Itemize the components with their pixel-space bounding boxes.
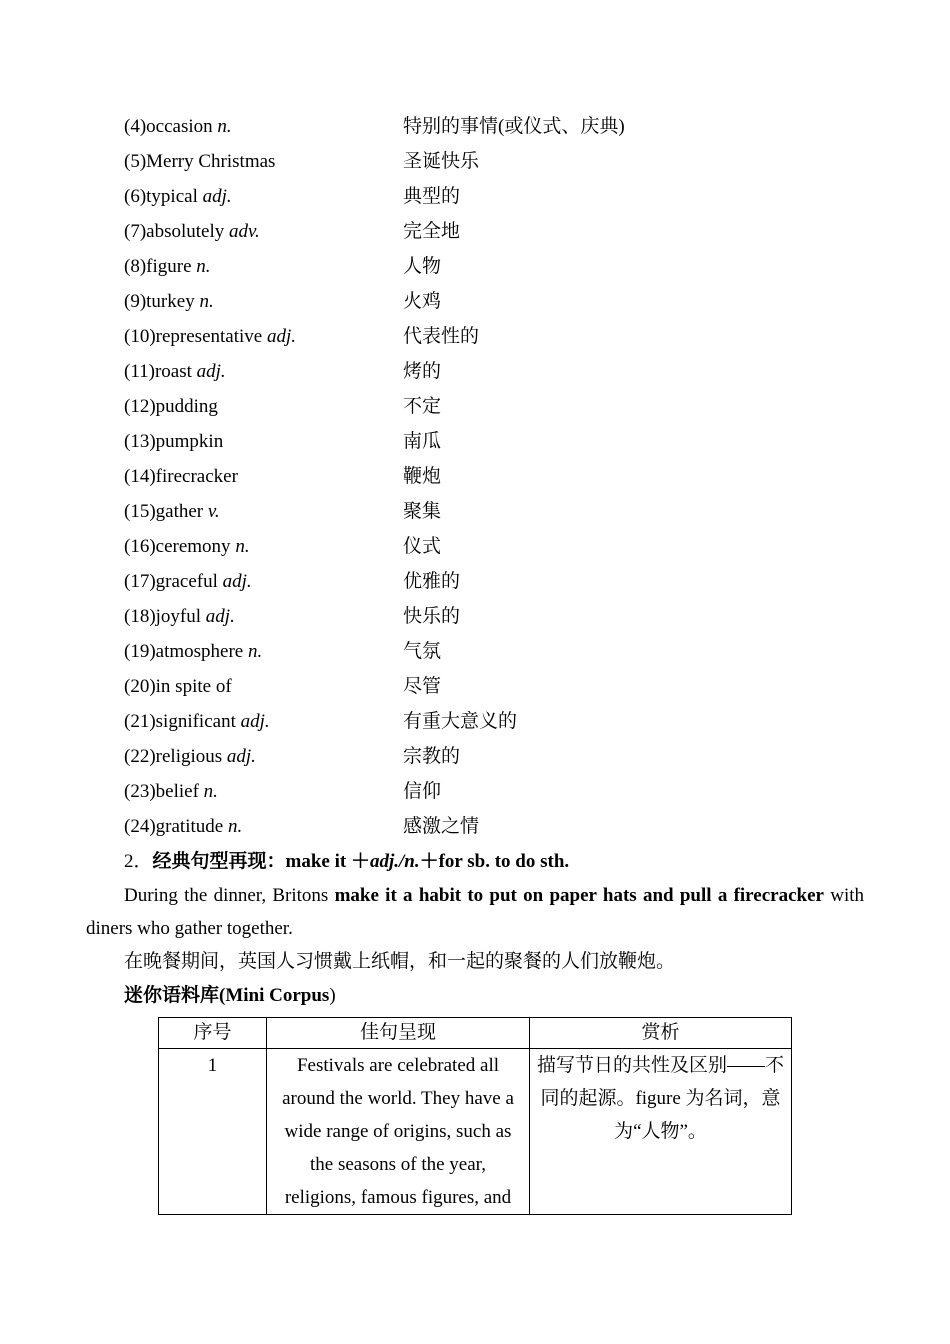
vocab-number: (21) <box>124 711 156 732</box>
vocab-number: (13) <box>124 431 156 452</box>
vocab-meaning: 典型的 <box>403 186 461 207</box>
vocab-meaning: 鞭炮 <box>403 466 442 487</box>
vocab-meaning: 不定 <box>403 396 442 417</box>
vocab-meaning: 快乐的 <box>403 606 461 627</box>
vocab-part-of-speech: adj. <box>202 186 232 207</box>
vocab-meaning: 火鸡 <box>403 291 442 312</box>
vocab-english <box>124 634 262 669</box>
vocab-number: (10) <box>124 326 156 347</box>
vocab-english <box>124 214 260 249</box>
vocab-number: (22) <box>124 746 156 767</box>
vocab-english <box>124 249 211 284</box>
vocab-meaning: 尽管 <box>403 676 442 697</box>
vocab-meaning: 特别的事情(或仪式、庆典) <box>403 116 625 137</box>
vocab-part-of-speech: adj. <box>226 746 256 767</box>
vocab-word: gratitude <box>155 816 224 837</box>
vocab-part-of-speech: adj. <box>266 326 296 347</box>
vocab-number: (8) <box>124 256 147 277</box>
corpus-title-end: ) <box>329 985 336 1006</box>
vocab-english <box>124 459 238 494</box>
vocab-part-of-speech: n. <box>217 116 232 137</box>
example-text: During the dinner, Britons <box>124 885 335 906</box>
example-sentence-line-1 <box>124 879 864 912</box>
row-number: 1 <box>159 1049 267 1215</box>
vocab-word: gather <box>155 501 204 522</box>
vocab-part-of-speech: n. <box>235 536 250 557</box>
vocab-word: significant <box>155 711 236 732</box>
vocab-english <box>124 809 242 844</box>
column-header-sentence: 佳句呈现 <box>267 1018 530 1049</box>
row-analysis: 描写节日的共性及区别——不同的起源。figure 为名词，意为“人物”。 <box>530 1049 792 1215</box>
vocab-word: pumpkin <box>155 431 224 452</box>
vocab-word: occasion <box>146 116 213 137</box>
vocab-part-of-speech: adj. <box>240 711 270 732</box>
corpus-title <box>124 979 336 1012</box>
vocab-meaning: 烤的 <box>403 361 442 382</box>
vocab-number: (24) <box>124 816 156 837</box>
vocab-english <box>124 774 218 809</box>
vocab-english <box>124 389 218 424</box>
vocab-number: (15) <box>124 501 156 522</box>
vocab-number: (11) <box>124 361 155 382</box>
pattern-part-italic: adj./n. <box>369 851 420 872</box>
vocab-part-of-speech: n. <box>227 816 243 837</box>
vocab-meaning: 优雅的 <box>403 571 461 592</box>
corpus-title-en: Mini Corpus <box>225 985 330 1006</box>
vocab-part-of-speech: adj. <box>205 606 235 627</box>
vocab-meaning: 人物 <box>403 256 442 277</box>
vocab-word: typical <box>146 186 198 207</box>
pattern-part: ＋for sb. to do sth. <box>419 851 570 872</box>
vocab-part-of-speech: n. <box>199 291 214 312</box>
vocab-english <box>124 424 223 459</box>
vocab-meaning: 圣诞快乐 <box>403 151 480 172</box>
vocab-english <box>124 529 250 564</box>
vocab-meaning: 聚集 <box>403 501 442 522</box>
column-header-number: 序号 <box>159 1018 267 1049</box>
example-sentence-line-2: diners who gather together. <box>86 918 293 939</box>
example-translation: 在晚餐期间，英国人习惯戴上纸帽，和一起的聚餐的人们放鞭炮。 <box>124 951 676 972</box>
vocab-word: figure <box>146 256 192 277</box>
vocab-meaning: 有重大意义的 <box>403 711 518 732</box>
vocab-english <box>124 179 232 214</box>
section-title: 经典句型再现： <box>152 851 286 872</box>
vocab-word: roast <box>154 361 192 382</box>
vocab-word: absolutely <box>146 221 225 242</box>
vocab-english <box>124 354 226 389</box>
vocab-number: (6) <box>124 186 147 207</box>
vocab-english <box>124 284 214 319</box>
vocab-number: (19) <box>124 641 156 662</box>
vocab-part-of-speech: n. <box>203 781 218 802</box>
column-header-analysis: 赏析 <box>530 1018 792 1049</box>
vocab-part-of-speech: v. <box>207 501 220 522</box>
vocab-english <box>124 739 256 774</box>
vocab-part-of-speech: n. <box>247 641 263 662</box>
pattern-part: make it ＋ <box>285 851 370 872</box>
vocab-word: graceful <box>155 571 218 592</box>
vocab-word: ceremony <box>155 536 231 557</box>
table-row <box>159 1049 792 1215</box>
vocab-word: turkey <box>146 291 195 312</box>
vocab-part-of-speech: adj. <box>196 361 226 382</box>
vocab-part-of-speech: adv. <box>229 221 260 242</box>
vocab-number: (23) <box>124 781 156 802</box>
vocab-word: atmosphere <box>155 641 244 662</box>
vocab-english <box>124 144 275 179</box>
row-sentence: Festivals are celebrated all around the world. They have a wide range of origins, such as the seasons of the year, religions, famous figures, and <box>267 1049 530 1215</box>
vocab-english <box>124 319 296 354</box>
vocab-number: (17) <box>124 571 156 592</box>
corpus-title-cn: 迷你语料库( <box>124 985 226 1006</box>
vocab-number: (20) <box>124 676 156 697</box>
vocab-meaning: 气氛 <box>403 641 442 662</box>
vocab-word: joyful <box>155 606 202 627</box>
vocab-part-of-speech: adj. <box>222 571 252 592</box>
vocab-english <box>124 669 232 704</box>
vocab-word: in spite of <box>155 676 232 697</box>
vocab-number: (16) <box>124 536 156 557</box>
example-text: with <box>823 885 864 906</box>
vocab-word: religious <box>155 746 223 767</box>
vocab-meaning: 代表性的 <box>403 326 480 347</box>
vocab-word: pudding <box>155 396 218 417</box>
section-2-heading <box>124 845 569 878</box>
vocab-number: (18) <box>124 606 156 627</box>
vocab-number: (9) <box>124 291 147 312</box>
vocab-meaning: 南瓜 <box>403 431 442 452</box>
vocab-meaning: 仪式 <box>403 536 442 557</box>
vocab-meaning: 信仰 <box>403 781 442 802</box>
vocab-word: firecracker <box>155 466 238 487</box>
vocab-english <box>124 704 270 739</box>
vocab-part-of-speech: n. <box>196 256 211 277</box>
vocab-meaning: 感激之情 <box>403 816 480 837</box>
vocab-english <box>124 109 232 144</box>
corpus-table <box>158 1017 792 1215</box>
section-number: 2． <box>124 851 153 872</box>
vocab-number: (7) <box>124 221 147 242</box>
vocab-english <box>124 564 252 599</box>
vocab-english <box>124 599 235 634</box>
vocab-number: (14) <box>124 466 156 487</box>
vocab-word: belief <box>155 781 199 802</box>
vocab-number: (12) <box>124 396 156 417</box>
vocab-word: Merry Christmas <box>146 151 276 172</box>
vocab-number: (4) <box>124 116 147 137</box>
vocab-english <box>124 494 220 529</box>
vocab-meaning: 宗教的 <box>403 746 461 767</box>
vocab-number: (5) <box>124 151 147 172</box>
vocab-meaning: 完全地 <box>403 221 461 242</box>
vocab-word: representative <box>155 326 263 347</box>
example-highlight: make it a habit to put on paper hats and pull a firecracker <box>334 885 824 906</box>
